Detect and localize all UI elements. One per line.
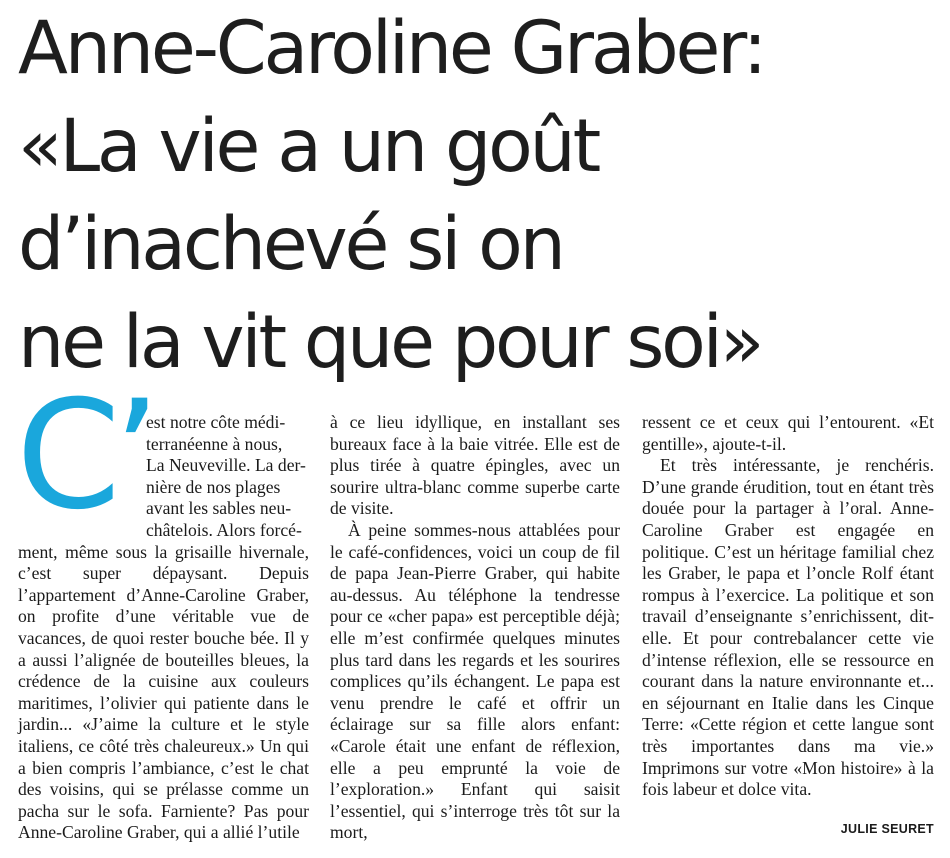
- headline: [18, 0, 938, 392]
- lead-line: est notre côte médi-: [146, 412, 286, 432]
- article-column-2: [330, 412, 620, 844]
- headline-line-1: Anne-Caroline Graber:: [18, 6, 765, 91]
- paragraph: À peine sommes-nous attablées pour le café-confidences, voici un coup de fil de papa Jean-Pierre Graber, qui habite au-dessus. Au téléphone la tendresse pour ce «cher papa» est perceptible déjà; elle m’est confirmée quelques minutes plus tard dans les regards et les sourires complices qu’ils échangent. Le papa est venu prendre le café et offrir un éclairage sur sa fille alors enfant: «Carole était une enfant de réflexion, elle a peu emprunté la voie de l’exploration.» Enfant qui saisit l’essentiel, qui s’interroge très tôt sur la mort,: [330, 519, 620, 843]
- lead-line: nière de nos plages: [146, 476, 281, 497]
- paragraph: ment, même sous la grisaille hivernale, c’est super dépaysant. Depuis l’appartement d’Anne-Caroline Graber, on profite d’une véritable vue de vacances, de quoi rester bouche bée. Il y a aussi l’alignée de bouteilles bleues, la crédence de la cuisine aux couleurs maritimes, l’olivier qui patiente dans le jardin... «J’aime la culture et le style italiens, ce côté très chaleureux.» Un qui a bien compris l’ambiance, c’est le chat des voisins, qui se prélasse comme un pacha sur le sofa. Farniente? Pas pour Anne-Caroline Graber, qui a allié l’utile: [18, 541, 309, 843]
- lead-line: La Neuveville. La der-: [146, 455, 306, 476]
- paragraph: à ce lieu idyllique, en installant ses bureaux face à la baie vitrée. Elle est de plus tirée à quatre épingles, avec un sourire ultra-blanc comme superbe carte de visite.: [330, 412, 620, 519]
- lead-line: avant les sables neu-: [146, 498, 292, 519]
- lead-line: châtelois. Alors forcé-: [146, 519, 302, 540]
- article-column-1: [18, 412, 309, 844]
- lead-line: terranéenne à nous,: [146, 433, 283, 454]
- headline-line-2: «La vie a un goût: [18, 104, 599, 189]
- headline-line-4: ne la vit que pour soi»: [18, 300, 762, 385]
- paragraph: ressent ce et ceux qui l’entourent. «Et gentille», ajoute-t-il.: [642, 412, 934, 454]
- author-credit: JULIE SEURET: [840, 822, 934, 836]
- paragraph: Et très intéressante, je renchéris. D’une grande érudition, tout en étant très douée pour la partager à l’oral. Anne-Caroline Graber est engagée en politique. C’est un héritage familial chez les Graber, le papa et l’oncle Rolf étant rompus à l’exercice. La politique et son travail d’enseignante s’enrichissent, dit-elle. Et pour contrebalancer cette vie d’intense réflexion, elle se ressource en courant dans la nature environnante et... en séjournant en Italie dans les Cinque Terre: «Cette région et cette langue sont très importantes dans ma vie.» Imprimons sur votre «Mon histoire» à la fois labeur et dolce vita.: [642, 455, 934, 800]
- drop-cap-letter: C’: [16, 369, 153, 543]
- article-column-3: [642, 412, 934, 801]
- headline-line-3: d’inachevé si on: [18, 202, 563, 287]
